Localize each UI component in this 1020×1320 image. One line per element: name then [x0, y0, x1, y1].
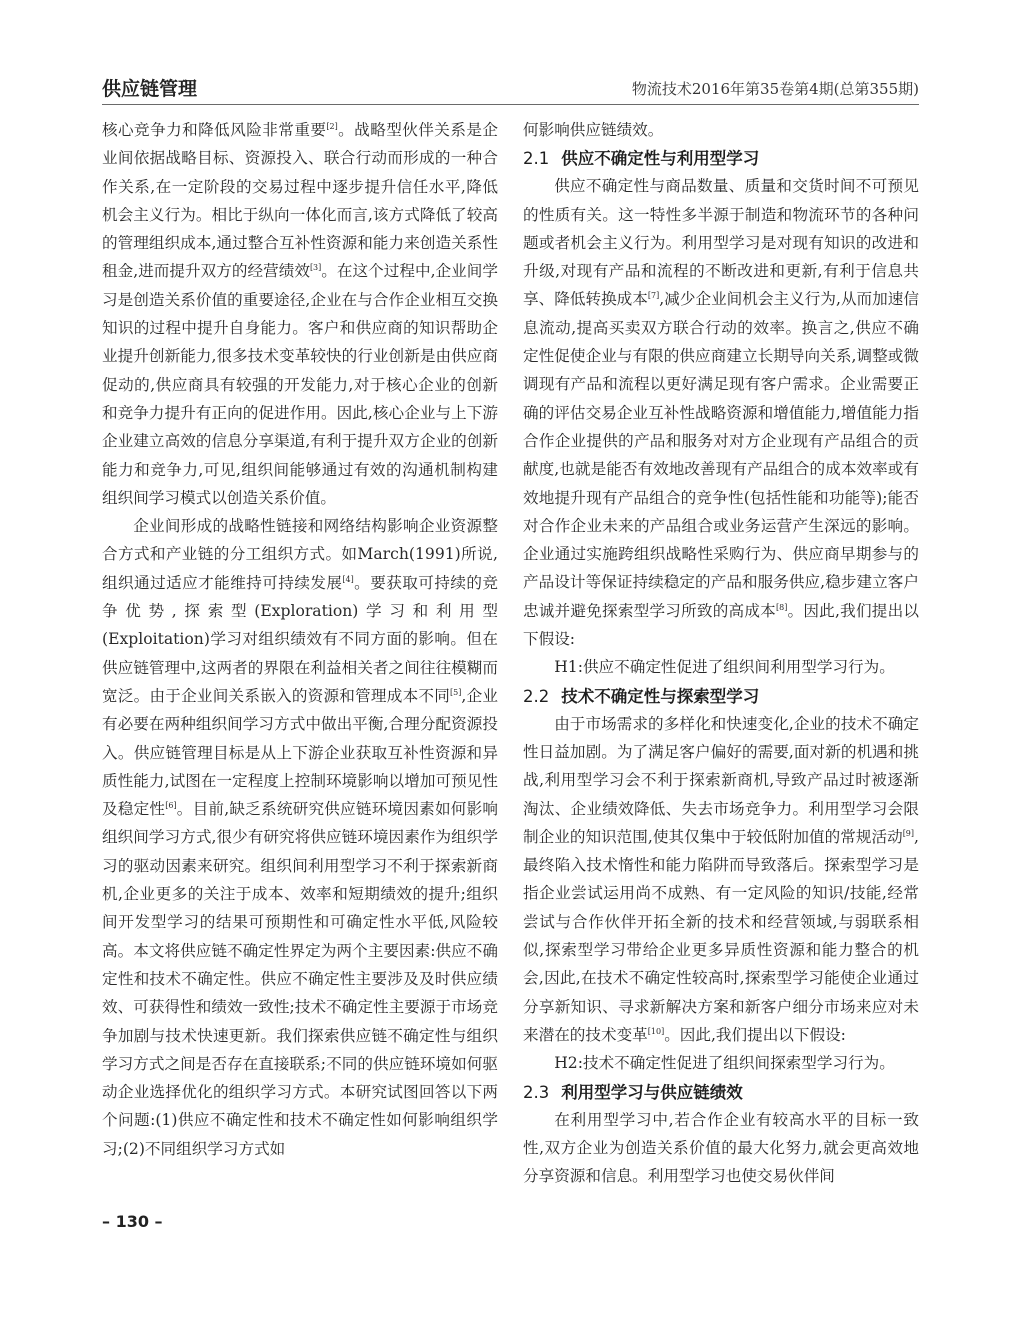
section-title: 供应不确定性与利用型学习	[561, 149, 760, 169]
citation: [2]	[326, 122, 338, 131]
text-run: ,最终陷入技术惰性和能力陷阱而导致落后。探索型学习是指企业尝试运用尚不成熟、有一定风险的知识/技能,经常尝试与合作伙伴开拓全新的技术和经营领域,与弱联系相似,探索型学习带给企业更多异质性资源和能力整合的机会,因此,在技术不确定性较高时,探索型学习能使企业通过分享新知识、寻求新解决方案和新客户细分市场来应对未来潜在的技术变革	[523, 827, 919, 1044]
text-run: 供应不确定性与商品数量、质量和交货时间不可预见的性质有关。这一特性多半源于制造和物流环节的各种问题或者机会主义行为。利用型学习是对现有知识的改进和升级,对现有产品和流程的不断改进和更新,有利于信息共享、降低转换成本	[523, 177, 919, 309]
section-title: 技术不确定性与探索型学习	[561, 686, 760, 706]
paragraph	[102, 512, 498, 1163]
right-column	[523, 116, 919, 1190]
citation: [4]	[342, 574, 354, 584]
citation: [3]	[309, 263, 322, 273]
paragraph	[523, 710, 919, 1050]
text-run: 。在这个过程中,企业间学习是创造关系价值的重要途径,企业在与合作企业相互交换知识的过程中提升自身能力。客户和供应商的知识帮助企业提升创新能力,很多技术变革较快的行业创新是由供应商促动的,供应商具有较强的开发能力,对于核心企业的创新和竞争力提升有正向的促进作用。因此,核心企业与上下游企业建立高效的信息分享渠道,有利于提升双方企业的创新能力和竞争力,可见,组织间能够通过有效的沟通机制构建组织间学习模式以创造关系价值。	[102, 262, 498, 507]
text-run: 。要获取可持续的竞争优势,探索型(Exploration)学习和利用型(Exploitation)学习对组织绩效有不同方面的影响。但在供应链管理中,这两者的界限在利益相关者之间往往模糊而宽泛。由于企业间关系嵌入的资源和管理成本不同	[102, 573, 498, 705]
paragraph	[523, 172, 919, 653]
citation: [6]	[165, 801, 177, 811]
text-run: 由于市场需求的多样化和快速变化,企业的技术不确定性日益加剧。为了满足客户偏好的需要,面对新的机遇和挑战,利用型学习会不利于探索新商机,导致产品过时被逐渐淘汰、企业绩效降低、失去市场竞争力。利用型学习会限制企业的知识范围,使其仅集中于较低附加值的常规活动	[523, 714, 919, 846]
citation: [10]	[647, 1026, 665, 1036]
running-header	[102, 72, 919, 102]
section-heading	[523, 684, 919, 710]
page-number: – 130 –	[102, 1212, 163, 1231]
text-run: 企业间形成的战略性链接和网络结构影响企业资源整合方式和产业链的分工组织方式。如March(1991)所说,组织通过适应才能维持可持续发展	[102, 517, 498, 592]
section-number: 2.2	[523, 686, 550, 706]
citation: [9]	[902, 828, 915, 838]
paragraph: 何影响供应链绩效。	[523, 121, 664, 139]
left-column	[102, 116, 498, 1163]
section-title: 利用型学习与供应链绩效	[561, 1082, 743, 1102]
text-run: ,减少企业间机会主义行为,从而加速信息流动,提高买卖双方联合行动的效率。换言之,供应不确定性促使企业与有限的供应商建立长期导向关系,调整或微调现有产品和流程以更好满足现有客户需求。企业需要正确的评估交易企业互补性战略资源和增值能力,增值能力指合作企业提供的产品和服务对对方企业现有产品组合的贡献度,也就是能否有效地改善现有产品组合的成本效率或有效地提升现有产品组合的竞争性(包括性能和功能等);能否对合作企业未来的产品组合或业务运营产生深远的影响。企业通过实施跨组织战略性采购行为、供应商早期参与的产品设计等保证持续稳定的产品和服务供应,稳步建立客户忠诚并避免探索型学习所致的高成本	[523, 290, 919, 620]
text-run: ,企业有必要在两种组织间学习方式中做出平衡,合理分配资源投入。供应链管理目标是从上下游企业获取互补性资源和异质性能力,试图在一定程度上控制环境影响以增加可预见性及稳定性	[102, 686, 498, 819]
header-rule	[102, 104, 919, 105]
citation: [5]	[450, 687, 462, 697]
section-title: 供应链管理	[102, 78, 198, 100]
section-heading	[523, 146, 919, 172]
text-run: 核心竞争力和降低风险非常重要	[102, 121, 327, 139]
hypothesis: H2:技术不确定性促进了组织间探索型学习行为。	[554, 1054, 895, 1073]
text-run: 。战略型伙伴关系是企业间依据战略目标、资源投入、联合行动而形成的一种合作关系,在一定阶段的交易过程中逐步提升信任水平,降低机会主义行为。相比于纵向一体化而言,该方式降低了较高的管理组织成本,通过整合互补性资源和能力来创造关系性租金,进而提升双方的经营绩效	[102, 121, 498, 281]
citation: [8]	[775, 602, 788, 612]
text-run: 。因此,我们提出以下假设:	[664, 1025, 846, 1044]
section-heading	[523, 1080, 919, 1106]
journal-info: 物流技术2016年第35卷第4期(总第355期)	[631, 80, 919, 98]
section-number: 2.3	[523, 1082, 550, 1102]
paragraph: 在利用型学习中,若合作企业有较高水平的目标一致性,双方企业为创造关系价值的最大化努力,就会更高效地分享资源和信息。利用型学习也使交易伙伴间	[523, 1110, 919, 1186]
hypothesis: H1:供应不确定性促进了组织间利用型学习行为。	[554, 658, 895, 677]
paragraph	[102, 116, 498, 512]
text-run: 。目前,缺乏系统研究供应链环境因素如何影响组织间学习方式,很少有研究将供应链环境因素作为组织学习的驱动因素来研究。组织间利用型学习不利于探索新商机,企业更多的关注于成本、效率和短期绩效的提升;组织间开发型学习的结果可预期性和可确定性水平低,风险较高。本文将供应链不确定性界定为两个主要因素:供应不确定性和技术不确定性。供应不确定性主要涉及及时供应绩效、可获得性和绩效一致性;技术不确定性主要源于市场竞争加剧与技术快速更新。我们探索供应链不确定性与组织学习方式之间是否存在直接联系;不同的供应链环境如何驱动企业选择优化的组织学习方式。本研究试图回答以下两个问题:(1)供应不确定性和技术不确定性如何影响组织学习;(2)不同组织学习方式如	[102, 800, 498, 1158]
text-run: 。因此,我们提出以下假设:	[523, 601, 919, 649]
citation: [7]	[647, 291, 660, 301]
section-number: 2.1	[523, 149, 550, 169]
